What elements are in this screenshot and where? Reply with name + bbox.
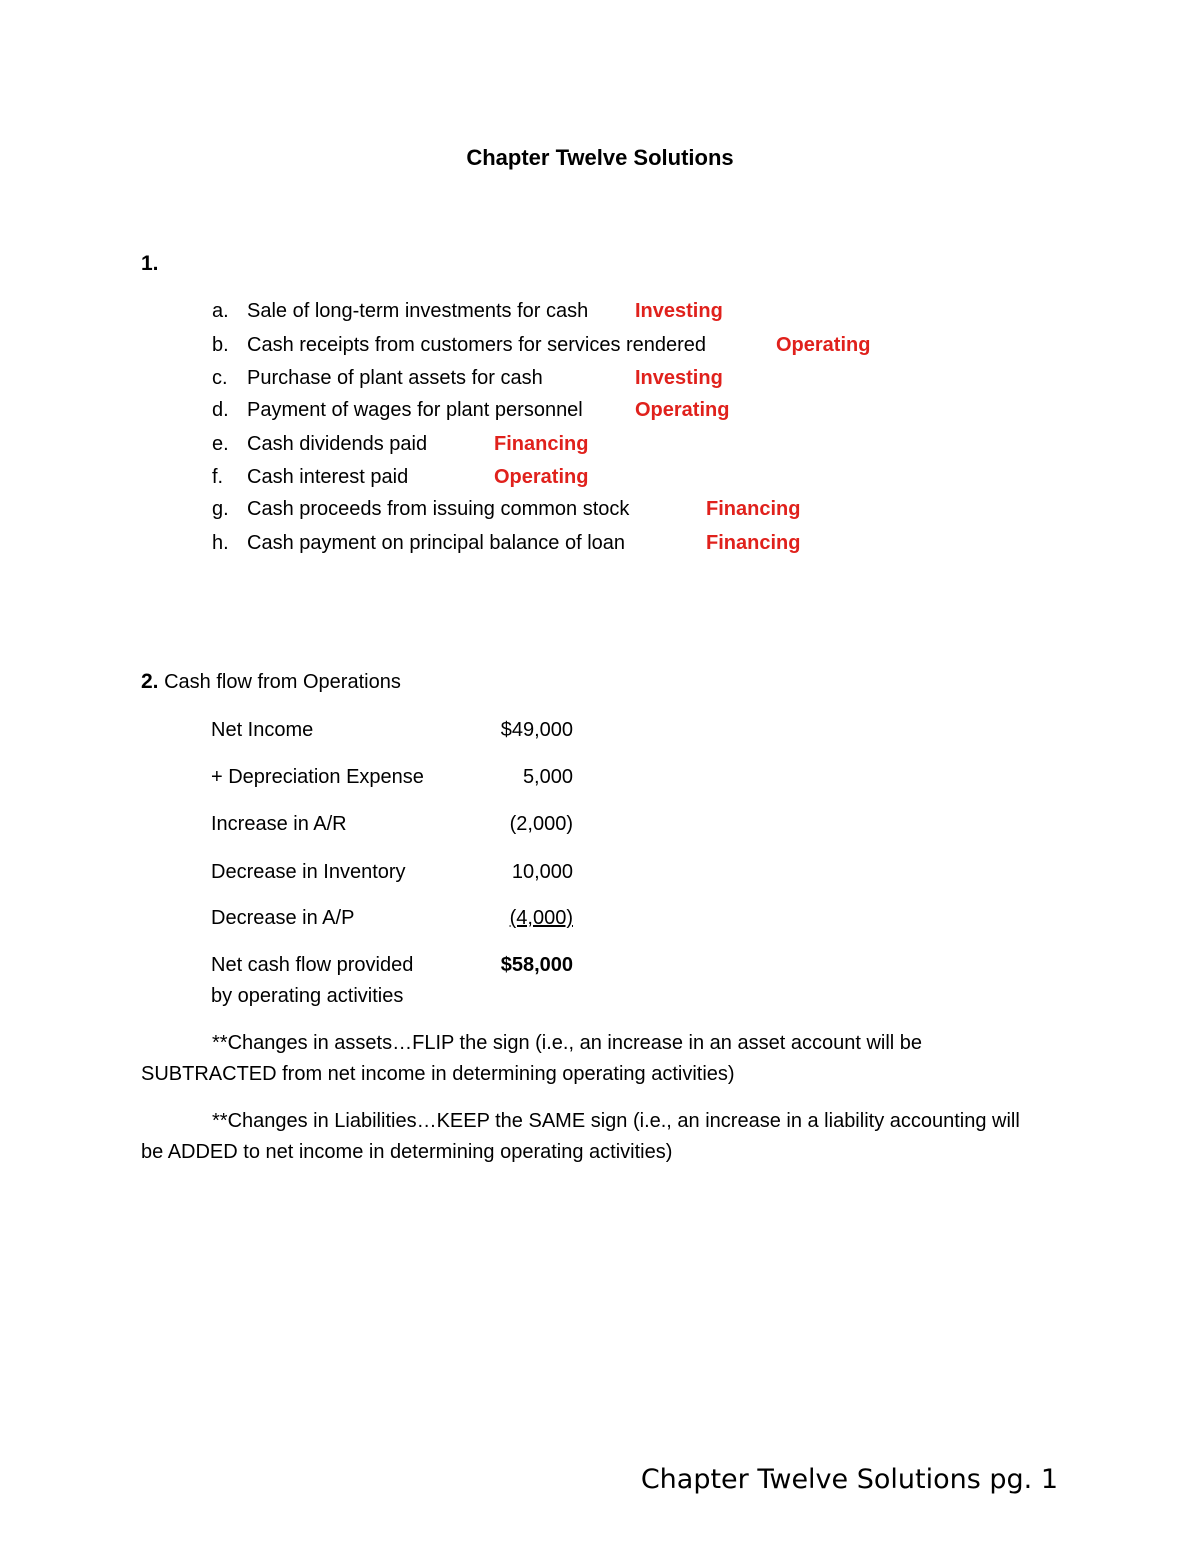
page-footer: Chapter Twelve Solutions pg. 1 [640, 1464, 1058, 1495]
cash-flow-amount: (4,000) [509, 907, 573, 929]
list-item-marker: g. [212, 498, 229, 520]
cash-flow-amount: $49,000 [500, 719, 573, 741]
list-item-marker: b. [212, 334, 229, 356]
cash-flow-total-label-line-2: by operating activities [211, 985, 404, 1007]
cash-flow-amount: 10,000 [511, 861, 573, 883]
question-2-heading [141, 670, 401, 694]
list-item-answer: Operating [494, 466, 589, 488]
list-item-text: Cash payment on principal balance of loan [247, 532, 626, 554]
cash-flow-label: Net Income [211, 719, 314, 741]
list-item-marker: h. [212, 532, 229, 554]
cash-flow-total-label-line-1: Net cash flow provided [211, 954, 414, 976]
cash-flow-label: Decrease in Inventory [211, 861, 406, 883]
page-title: Chapter Twelve Solutions [466, 145, 734, 170]
list-item-marker: e. [212, 433, 229, 455]
list-item-text: Cash dividends paid [247, 433, 428, 455]
list-item-marker: f. [212, 466, 224, 488]
list-item-answer: Operating [635, 399, 730, 421]
note-assets: **Changes in assets…FLIP the sign (i.e., an increase in an asset account will be SUBTRACTED from net income in determining operating activities) [141, 1032, 923, 1085]
list-item-text: Payment of wages for plant personnel [247, 399, 583, 421]
list-item-text: Sale of long-term investments for cash [247, 300, 589, 322]
list-item-marker: c. [212, 367, 228, 389]
list-item-answer: Financing [706, 498, 801, 520]
question-1-number: 1. [141, 252, 159, 275]
cash-flow-amount: 5,000 [522, 766, 573, 788]
list-item-text: Cash interest paid [247, 466, 409, 488]
cash-flow-amount: (2,000) [509, 813, 573, 835]
question-2-heading-text: Cash flow from Operations [164, 671, 401, 693]
list-item-answer: Investing [635, 300, 723, 322]
cash-flow-label: Increase in A/R [211, 813, 347, 835]
cash-flow-label: + Depreciation Expense [211, 766, 424, 788]
question-2-number: 2. [141, 670, 159, 693]
list-item-text: Purchase of plant assets for cash [247, 367, 543, 389]
list-item-marker: a. [212, 300, 229, 322]
list-item-answer: Operating [776, 334, 871, 356]
list-item-answer: Financing [706, 532, 801, 554]
list-item-text: Cash receipts from customers for services rendered [247, 334, 707, 356]
cash-flow-label: Decrease in A/P [211, 907, 355, 929]
cash-flow-total-amount: $58,000 [500, 954, 573, 976]
list-item-text: Cash proceeds from issuing common stock [247, 498, 630, 520]
list-item-answer: Investing [635, 367, 723, 389]
note-liabilities: **Changes in Liabilities…KEEP the SAME sign (i.e., an increase in a liability accounting will be ADDED to net income in determining operating activities) [141, 1110, 1020, 1163]
list-item-answer: Financing [494, 433, 589, 455]
list-item-marker: d. [212, 399, 229, 421]
